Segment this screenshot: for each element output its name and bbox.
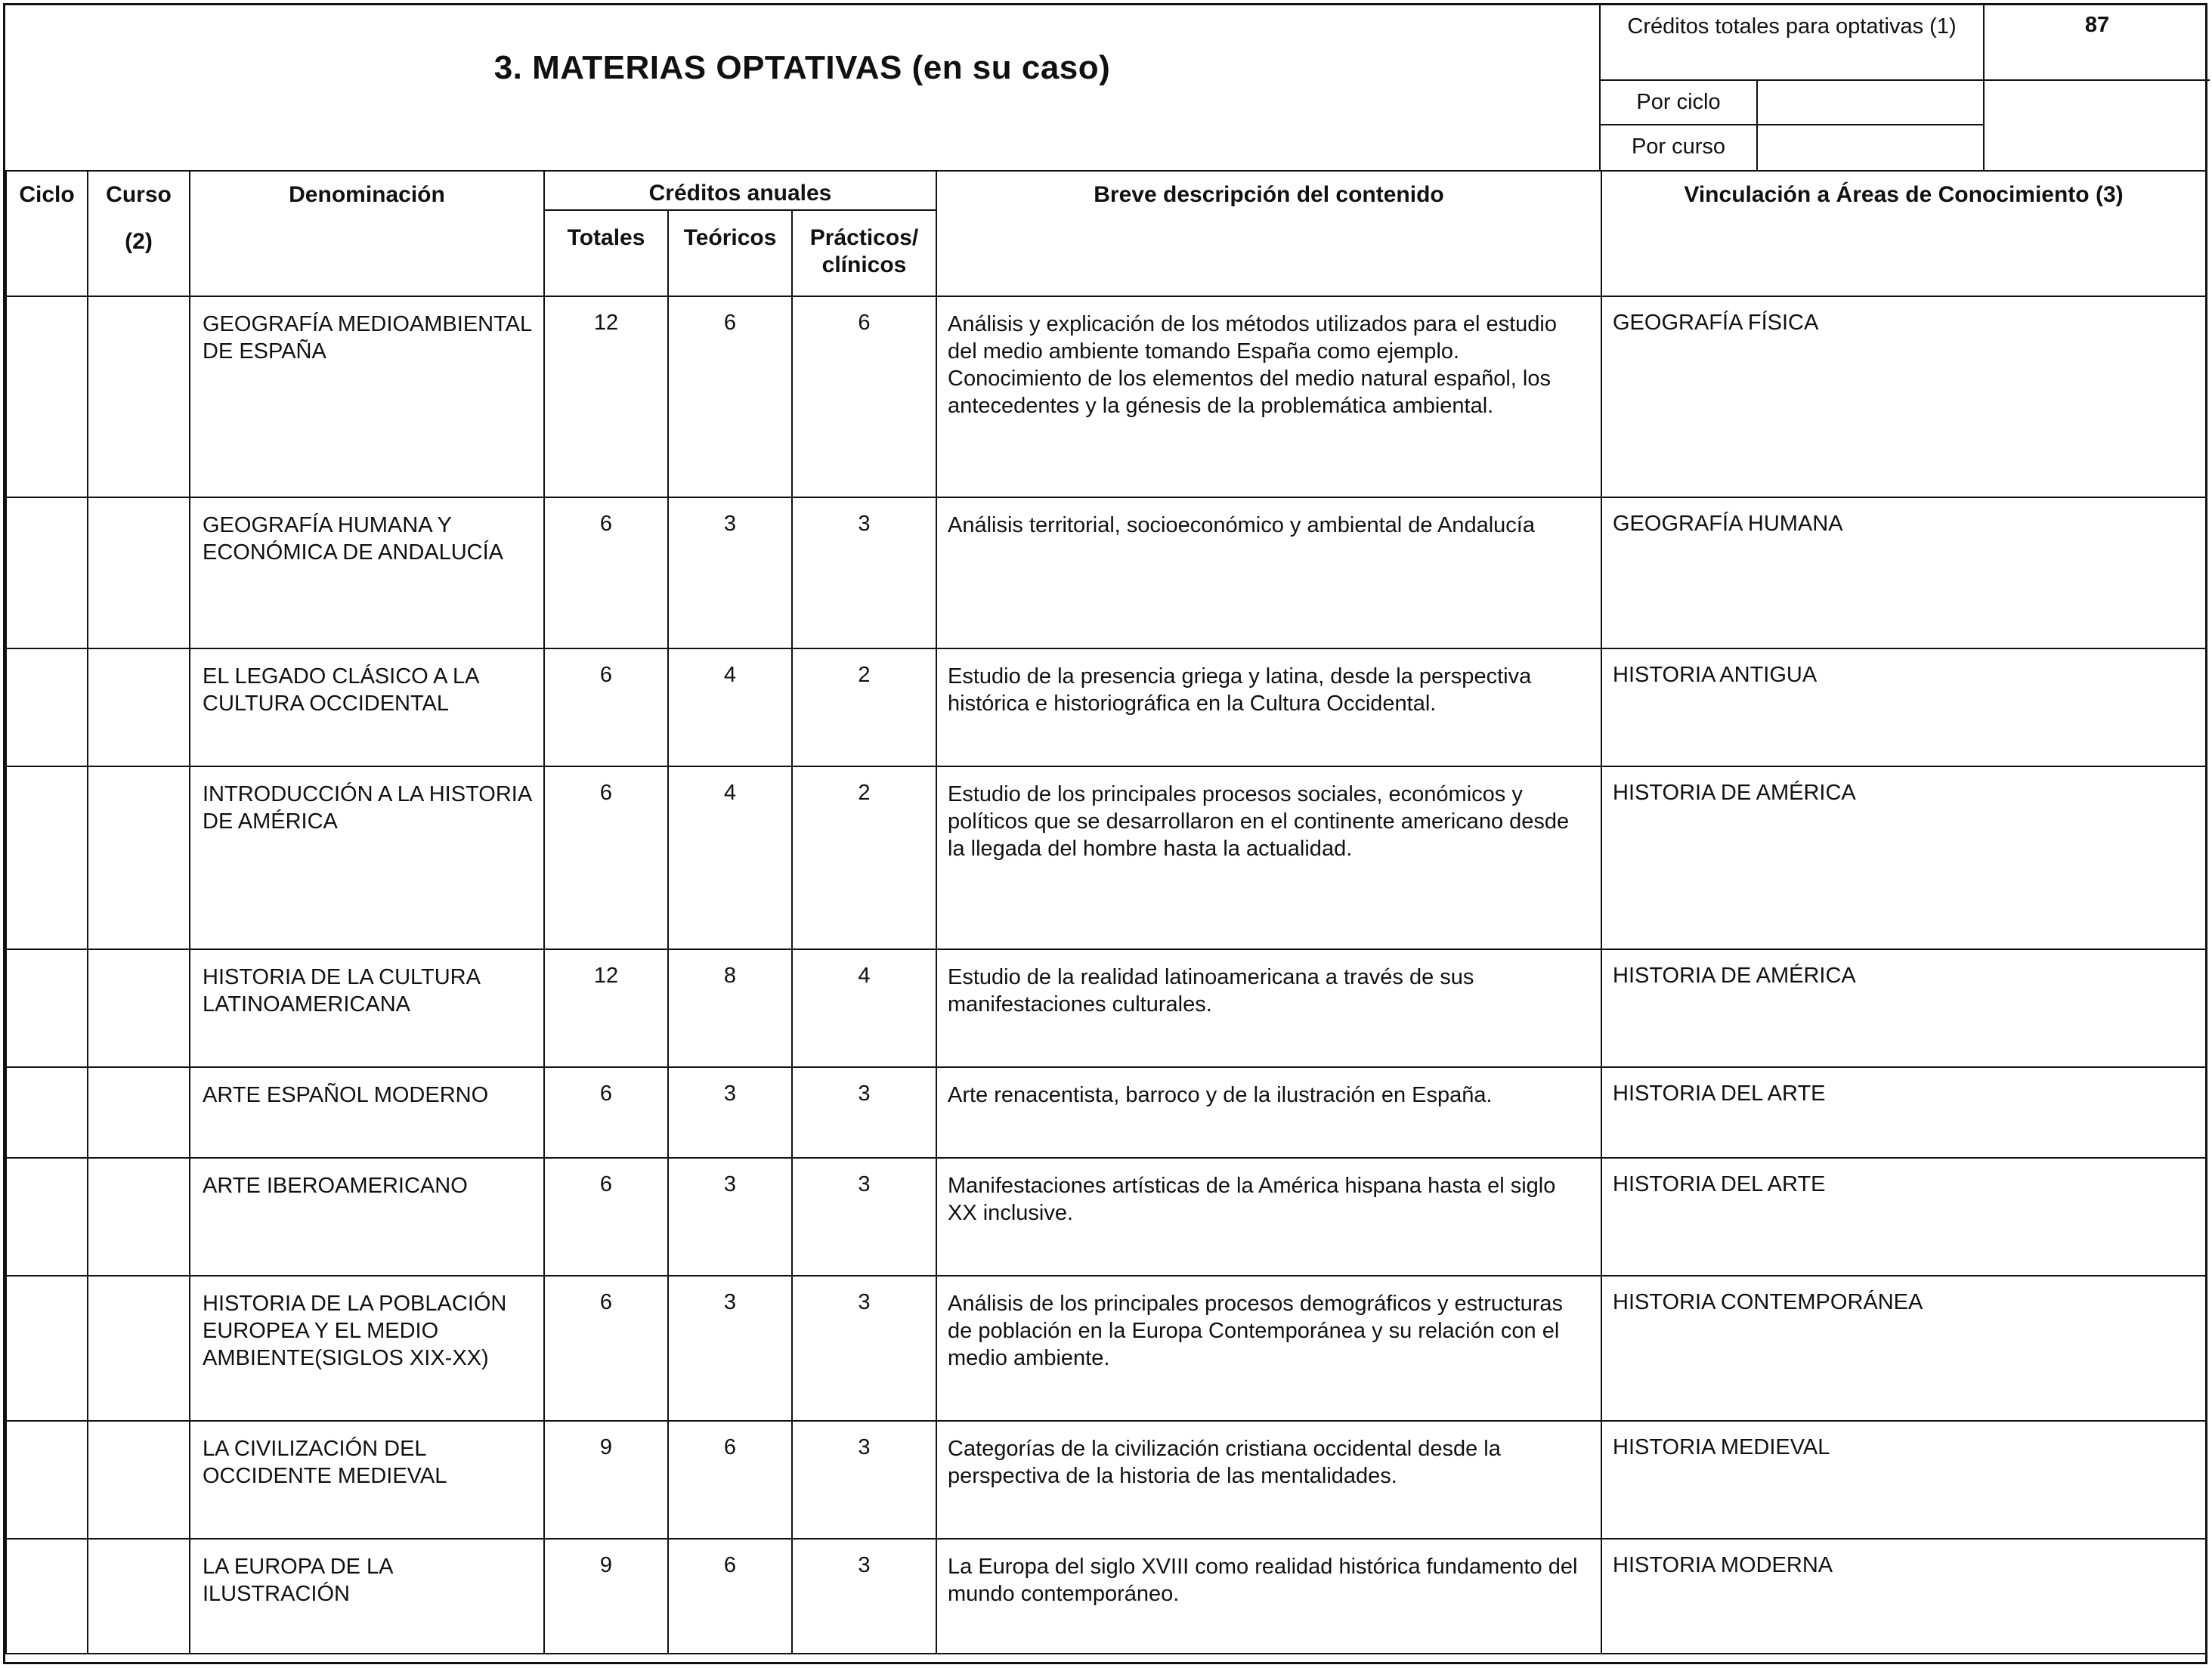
cell-area: HISTORIA MODERNA [1601,1539,2206,1654]
table-row [6,1276,2206,1421]
cell-teoricos: 4 [668,766,792,949]
col-header-curso-note: (2) [125,229,153,254]
cell-area: HISTORIA CONTEMPORÁNEA [1601,1276,2206,1421]
cell-teoricos: 6 [668,1539,792,1654]
cell-descripcion: La Europa del siglo XVIII como realidad histórica fundamento del mundo contemporáneo. [936,1539,1601,1654]
cell-ciclo [6,296,88,497]
cell-ciclo [6,497,88,648]
cell-descripcion: Análisis de los principales procesos demográficos y estructuras de población en la Europa Contemporánea y su relación con el medio ambiente. [936,1276,1601,1421]
cell-descripcion: Arte renacentista, barroco y de la ilustración en España. [936,1067,1601,1158]
cell-curso [88,497,190,648]
col-header-teoricos: Teóricos [668,210,792,296]
cell-practicos: 2 [792,766,936,949]
cell-area: HISTORIA ANTIGUA [1601,648,2206,766]
cell-curso [88,1276,190,1421]
por-curso-value [1758,125,1985,170]
cell-practicos: 3 [792,1421,936,1539]
page-title: 3. MATERIAS OPTATIVAS (en su caso) [493,49,1111,86]
cell-area: HISTORIA DEL ARTE [1601,1067,2206,1158]
cell-denominacion: EL LEGADO CLÁSICO A LA CULTURA OCCIDENTAL [190,648,544,766]
credits-box [1601,5,2210,170]
cell-practicos: 3 [792,1276,936,1421]
col-header-descripcion: Breve descripción del contenido [936,171,1601,296]
cell-totales: 12 [544,949,668,1067]
cell-denominacion: GEOGRAFÍA MEDIOAMBIENTAL DE ESPAÑA [190,296,544,497]
cell-practicos: 3 [792,1158,936,1276]
cell-curso [88,1067,190,1158]
cell-teoricos: 6 [668,1421,792,1539]
optional-subjects-table [5,170,2207,1654]
cell-teoricos: 3 [668,497,792,648]
cell-practicos: 2 [792,648,936,766]
cell-curso [88,1421,190,1539]
col-header-ciclo: Ciclo [6,171,88,296]
cell-curso [88,766,190,949]
cell-area: GEOGRAFÍA FÍSICA [1601,296,2206,497]
cell-ciclo [6,1067,88,1158]
cell-denominacion: ARTE ESPAÑOL MODERNO [190,1067,544,1158]
cell-descripcion: Categorías de la civilización cristiana occidental desde la perspectiva de la historia de las mentalidades. [936,1421,1601,1539]
col-header-curso-label: Curso [106,182,172,207]
table-row [6,497,2206,648]
table-row [6,949,2206,1067]
cell-teoricos: 8 [668,949,792,1067]
cell-totales: 12 [544,296,668,497]
cell-totales: 6 [544,1158,668,1276]
cell-descripcion: Estudio de la realidad latinoamericana a través de sus manifestaciones culturales. [936,949,1601,1067]
cell-ciclo [6,1158,88,1276]
cell-practicos: 4 [792,949,936,1067]
cell-totales: 9 [544,1539,668,1654]
col-header-denominacion: Denominación [190,171,544,296]
cell-curso [88,1158,190,1276]
cell-ciclo [6,1421,88,1539]
header-row [6,171,2206,210]
cell-ciclo [6,766,88,949]
cell-practicos: 6 [792,296,936,497]
cell-ciclo [6,949,88,1067]
cell-curso [88,296,190,497]
cell-descripcion: Manifestaciones artísticas de la América hispana hasta el siglo XX inclusive. [936,1158,1601,1276]
cell-descripcion: Análisis y explicación de los métodos utilizados para el estudio del medio ambiente tomando España como ejemplo. Conocimiento de los elementos del medio natural español, los antecedentes y la génesis de la problemática ambiental. [936,296,1601,497]
cell-teoricos: 6 [668,296,792,497]
cell-teoricos: 3 [668,1158,792,1276]
cell-totales: 6 [544,648,668,766]
table-row [6,648,2206,766]
cell-denominacion: LA EUROPA DE LA ILUSTRACIÓN [190,1539,544,1654]
cell-area: GEOGRAFÍA HUMANA [1601,497,2206,648]
cell-totales: 6 [544,1276,668,1421]
cell-denominacion: LA CIVILIZACIÓN DEL OCCIDENTE MEDIEVAL [190,1421,544,1539]
form-sheet [3,3,2207,1664]
table-row [6,1158,2206,1276]
cell-area: HISTORIA MEDIEVAL [1601,1421,2206,1539]
cell-totales: 6 [544,766,668,949]
cell-practicos: 3 [792,1067,936,1158]
cell-curso [88,648,190,766]
cell-denominacion: HISTORIA DE LA POBLACIÓN EUROPEA Y EL MEDIO AMBIENTE(SIGLOS XIX-XX) [190,1276,544,1421]
cell-denominacion: INTRODUCCIÓN A LA HISTORIA DE AMÉRICA [190,766,544,949]
total-credits-label: Créditos totales para optativas (1) [1601,5,1985,81]
cell-practicos: 3 [792,497,936,648]
cell-descripcion: Estudio de la presencia griega y latina, desde la perspectiva histórica e historiográfica en la Cultura Occidental. [936,648,1601,766]
col-header-vinculacion: Vinculación a Áreas de Conocimiento (3) [1601,171,2206,296]
total-credits-value: 87 [1985,5,2210,81]
cell-ciclo [6,648,88,766]
title-cell [5,5,1601,170]
cell-totales: 9 [544,1421,668,1539]
por-ciclo-value [1758,81,1985,125]
cell-descripcion: Estudio de los principales procesos sociales, económicos y políticos que se desarrollaron en el continente americano desde la llegada del hombre hasta la actualidad. [936,766,1601,949]
table-row [6,1539,2206,1654]
cell-practicos: 3 [792,1539,936,1654]
por-curso-label: Por curso [1601,125,1758,170]
cell-totales: 6 [544,497,668,648]
cell-area: HISTORIA DE AMÉRICA [1601,949,2206,1067]
cell-denominacion: GEOGRAFÍA HUMANA Y ECONÓMICA DE ANDALUCÍA [190,497,544,648]
table-row [6,296,2206,497]
cell-teoricos: 4 [668,648,792,766]
por-ciclo-label: Por ciclo [1601,81,1758,125]
col-header-curso [88,171,190,296]
col-header-practicos: Prácticos/ clínicos [792,210,936,296]
cell-denominacion: HISTORIA DE LA CULTURA LATINOAMERICANA [190,949,544,1067]
cell-denominacion: ARTE IBEROAMERICANO [190,1158,544,1276]
cell-teoricos: 3 [668,1067,792,1158]
table-row [6,766,2206,949]
col-header-totales: Totales [544,210,668,296]
cell-curso [88,949,190,1067]
cell-ciclo [6,1276,88,1421]
cell-curso [88,1539,190,1654]
table-row [6,1421,2206,1539]
table-row [6,1067,2206,1158]
cell-teoricos: 3 [668,1276,792,1421]
cell-area: HISTORIA DE AMÉRICA [1601,766,2206,949]
cell-descripcion: Análisis territorial, socioeconómico y ambiental de Andalucía [936,497,1601,648]
cell-area: HISTORIA DEL ARTE [1601,1158,2206,1276]
cell-ciclo [6,1539,88,1654]
cell-totales: 6 [544,1067,668,1158]
credits-blank-cell [1985,81,2210,170]
col-header-creditos: Créditos anuales [544,171,936,210]
